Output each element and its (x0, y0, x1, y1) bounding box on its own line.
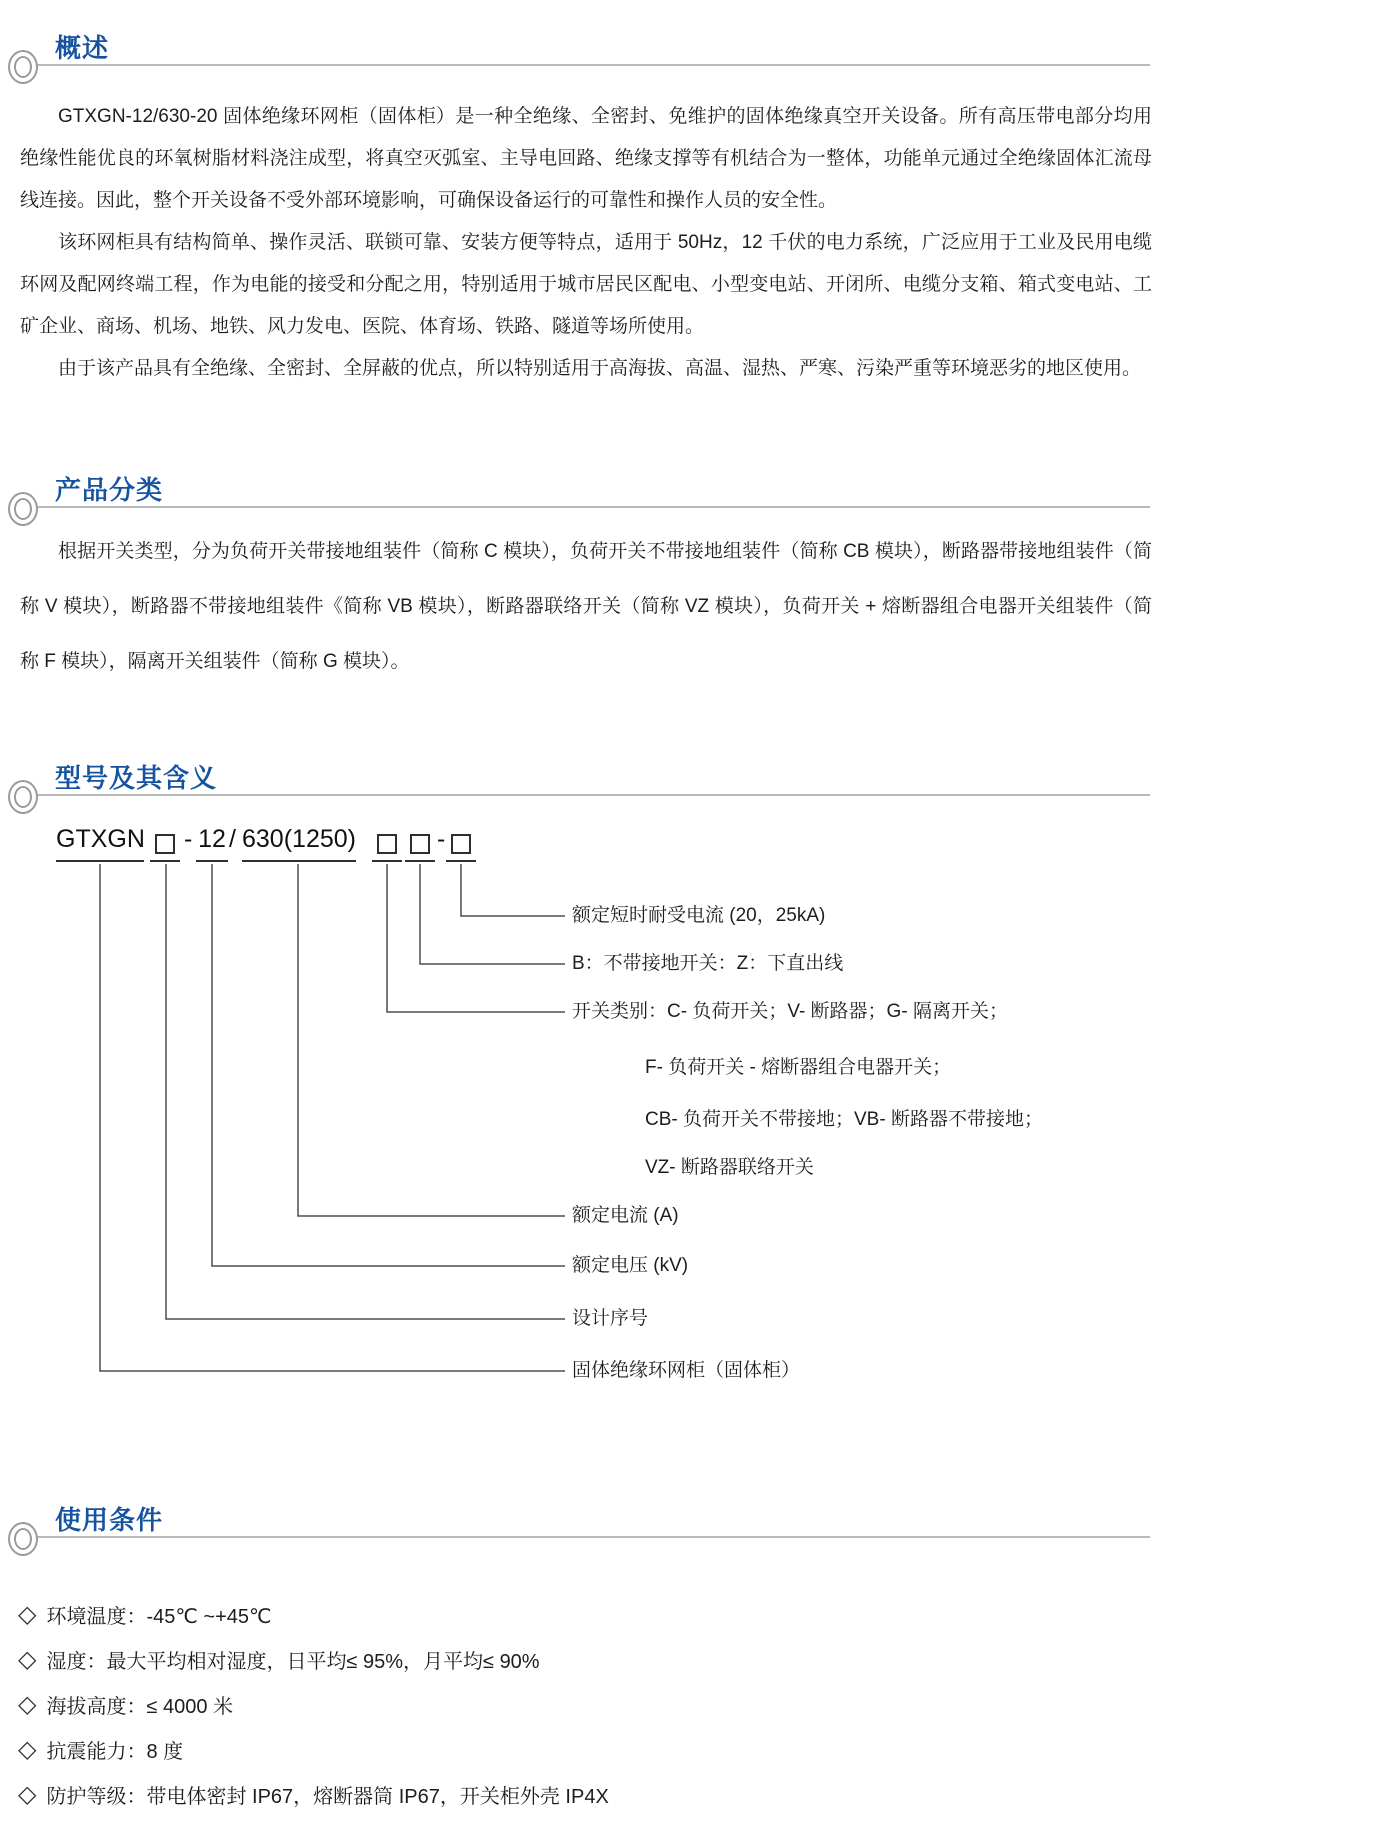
formula-switch-type-box (372, 824, 402, 862)
placeholder-box (377, 834, 397, 854)
section-header-model (0, 758, 1150, 802)
formula-separator: - (184, 825, 193, 853)
formula-current-box (446, 824, 476, 862)
label-switch-category: 开关类别：C- 负荷开关；V- 断路器；G- 隔离开关； (572, 1001, 1008, 1022)
formula-bz-box (405, 824, 435, 862)
model-meaning-diagram (0, 818, 1373, 1400)
diamond-bullet-icon: ◇ (18, 1780, 37, 1808)
formula-separator: / (229, 825, 236, 853)
label-switch-category-f: F- 负荷开关 - 熔断器组合电器开关； (645, 1057, 952, 1078)
condition-text: 抗震能力：8 度 (46, 1741, 184, 1763)
section-rule (24, 1536, 1150, 1538)
condition-text: 防护等级：带电体密封 IP67，熔断器筒 IP67，开关柜外壳 IP4X (46, 1786, 609, 1808)
section-title-conditions: 使用条件 (55, 1505, 164, 1535)
diamond-bullet-icon: ◇ (18, 1600, 37, 1628)
section-title-model: 型号及其含义 (55, 763, 218, 793)
placeholder-box (155, 834, 175, 854)
condition-item (18, 1682, 1148, 1727)
ring-inner-icon (14, 1528, 32, 1550)
overview-paragraph: 该环网柜具有结构简单、操作灵活、联锁可靠、安装方便等特点，适用于 50Hz，12 千伏的电力系统，广泛应用于工业及民用电缆环网及配网终端工程，作为电能的接受和分配之用，特别适用于城市居民区配电、小型变电站、开闭所、电缆分支箱、箱式变电站、工矿企业、商场、机场、地铁、风力发电、医院、体育场、铁路、隧道等场所使用。 (20, 232, 1152, 337)
section-rule (24, 506, 1150, 508)
ring-inner-icon (14, 56, 32, 78)
condition-text: 海拔高度：≤ 4000 米 (46, 1696, 234, 1718)
ring-inner-icon (14, 786, 32, 808)
ring-inner-icon (14, 498, 32, 520)
overview-paragraph: GTXGN-12/630-20 固体绝缘环网柜（固体柜）是一种全绝缘、全密封、免维护的固体绝缘真空开关设备。所有高压带电部分均用绝缘性能优良的环氧树脂材料浇注成型，将真空灭弧室、主导电回路、绝缘支撑等有机结合为一整体，功能单元通过全绝缘固体汇流母线连接。因此，整个开关设备不受外部环境影响，可确保设备运行的可靠性和操作人员的安全性。 (20, 106, 1152, 211)
label-design-serial: 设计序号 (572, 1308, 649, 1329)
label-rated-current: 额定电流 (A) (572, 1205, 679, 1226)
placeholder-box (410, 834, 430, 854)
section-header-conditions (0, 1500, 1150, 1544)
condition-text: 环境温度：-45℃ ~+45℃ (46, 1606, 272, 1628)
label-product-name: 固体绝缘环网柜（固体柜） (572, 1360, 801, 1381)
condition-item (18, 1592, 1148, 1637)
formula-rated-current: 630(1250) (242, 824, 356, 862)
ring-icon (8, 1522, 38, 1556)
diamond-bullet-icon: ◇ (18, 1735, 37, 1763)
formula-design-box (150, 824, 180, 862)
label-rated-short-time-current: 额定短时耐受电流 (20，25kA) (572, 905, 826, 926)
condition-item (18, 1772, 1148, 1817)
placeholder-box (451, 834, 471, 854)
condition-text: 湿度：最大平均相对湿度，日平均≤ 95%，月平均≤ 90% (46, 1651, 540, 1673)
condition-item (18, 1727, 1148, 1772)
classification-paragraphs (20, 524, 1152, 689)
section-rule (24, 794, 1150, 796)
label-switch-category-vz: VZ- 断路器联络开关 (645, 1157, 814, 1178)
section-title-classification: 产品分类 (55, 475, 164, 505)
ring-icon (8, 50, 38, 84)
label-rated-voltage: 额定电压 (kV) (572, 1255, 689, 1276)
section-header-overview (0, 28, 1150, 72)
section-header-classification (0, 470, 1150, 514)
diamond-bullet-icon: ◇ (18, 1645, 37, 1673)
condition-item (18, 1637, 1148, 1682)
formula-rated-voltage: 12 (196, 824, 228, 862)
conditions-list (18, 1592, 1148, 1817)
section-title-overview: 概述 (55, 33, 110, 63)
overview-paragraphs (20, 96, 1152, 390)
classification-paragraph: 根据开关类型，分为负荷开关带接地组装件（简称 C 模块），负荷开关不带接地组装件（简称 CB 模块），断路器带接地组装件（简称 V 模块），断路器不带接地组装件《简称 VB 模块），断路器联络开关（简称 VZ 模块），负荷开关 + 熔断器组合电器开关组装件（简称 F 模块），隔离开关组装件（简称 G 模块）。 (20, 541, 1152, 672)
formula-brand: GTXGN (56, 824, 144, 862)
ring-icon (8, 780, 38, 814)
label-b-z-meaning: B：不带接地开关：Z：下直出线 (572, 953, 844, 974)
diamond-bullet-icon: ◇ (18, 1690, 37, 1718)
formula-separator: - (437, 825, 446, 853)
label-switch-category-cb-vb: CB- 负荷开关不带接地；VB- 断路器不带接地； (645, 1109, 1043, 1130)
overview-paragraph: 由于该产品具有全绝缘、全密封、全屏蔽的优点，所以特别适用于高海拔、高温、湿热、严寒、污染严重等环境恶劣的地区使用。 (58, 358, 1142, 379)
section-rule (24, 64, 1150, 66)
ring-icon (8, 492, 38, 526)
